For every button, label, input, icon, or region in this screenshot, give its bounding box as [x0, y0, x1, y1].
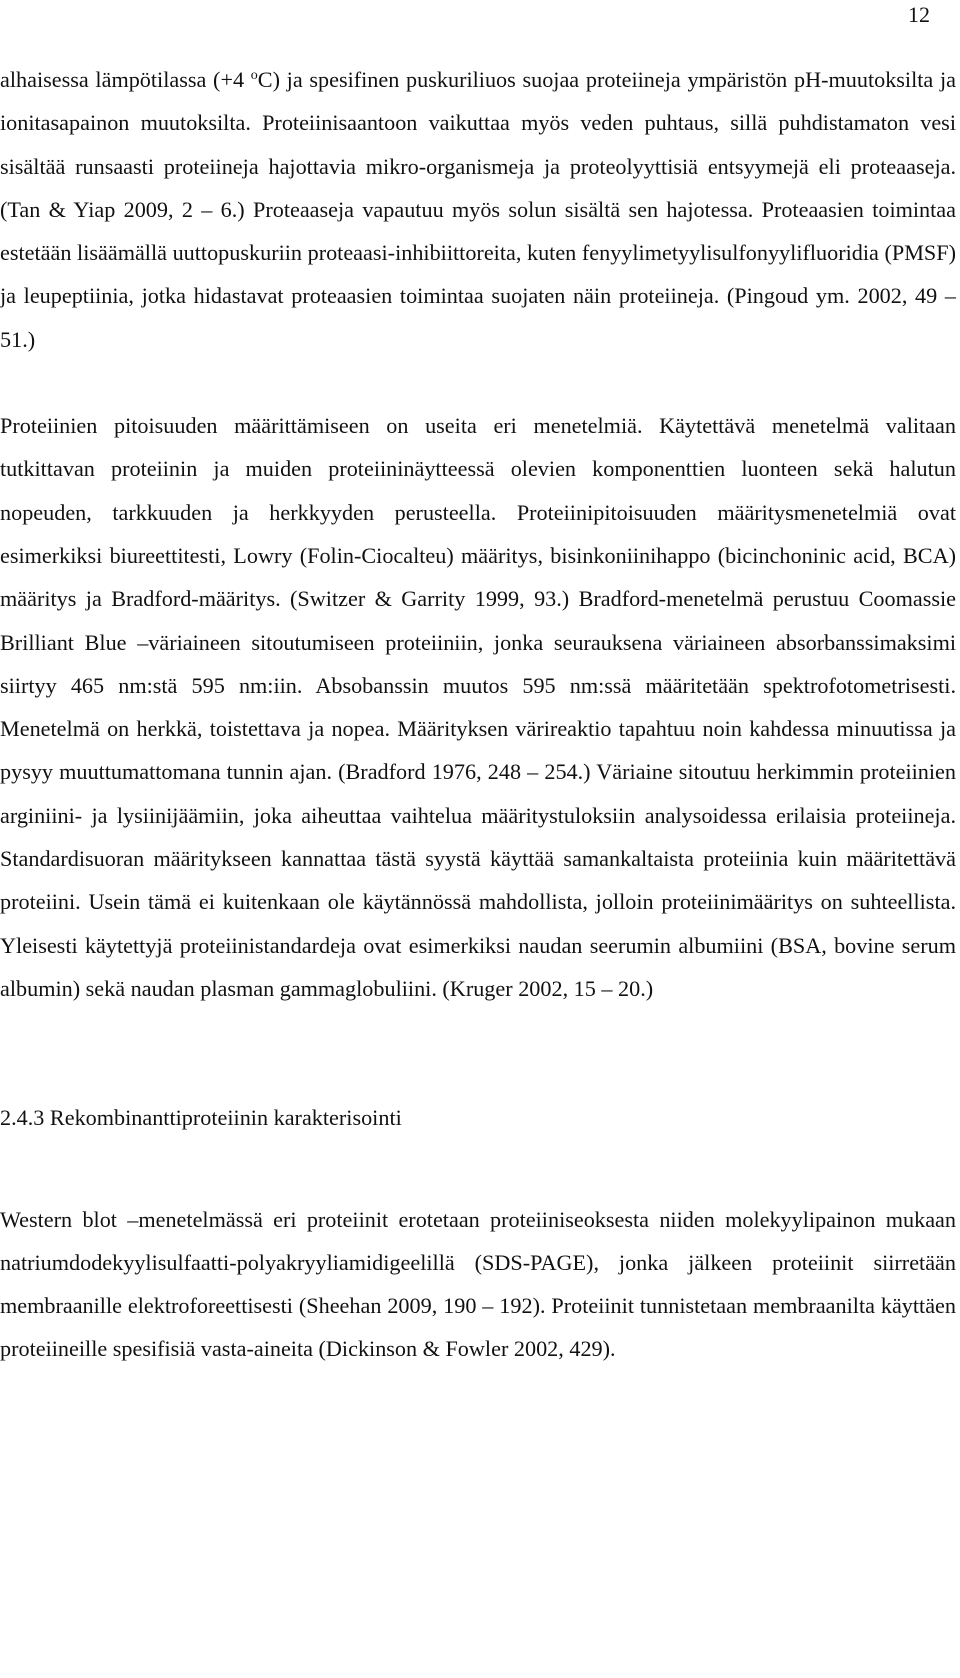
section-heading: 2.4.3 Rekombinanttiproteiinin karakterisointi [0, 1105, 402, 1131]
paragraph-text-rest: C) ja spesifinen puskuriliuos suojaa proteiineja ympäristön pH-muutoksilta ja ionitasapainon muutoksilta. Proteiinisaantoon vaikuttaa myös veden puhtaus, sillä puhdistamaton vesi sisältää runsaasti proteiineja hajottavia mikro-organismeja ja proteolyyttisiä entsyymejä eli proteaaseja. (Tan & Yiap 2009, 2 – 6.) Proteaaseja vapautuu myös solun sisältä sen hajotessa. Proteaasien toimintaa estetään lisäämällä uuttopuskuriin proteaasi-inhibiittoreita, kuten fenyylimetyylisulfonyylifluoridia (PMSF) ja leupeptiinia, jotka hidastavat proteaasien toimintaa suojaten näin proteiineja. (Pingoud ym. 2002, 49 – 51.) [0, 67, 956, 352]
document-body [0, 58, 956, 1371]
page-number: 12 [908, 2, 930, 27]
paragraph-protein-concentration: Proteiinien pitoisuuden määrittämiseen on useita eri menetelmiä. Käytettävä menetelmä valitaan tutkittavan proteiinin ja muiden proteiininäytteessä olevien komponenttien luonteen sekä halutun nopeuden, tarkkuuden ja herkkyyden perusteella. Proteiinipitoisuuden määritysmenetelmiä ovat esimerkiksi biureettitesti, Lowry (Folin-Ciocalteu) määritys, bisinkoniinihappo (bicinchoninic acid, BCA) määritys ja Bradford-määritys. (Switzer & Garrity 1999, 93.) Bradford-menetelmä perustuu Coomassie Brilliant Blue –väriaineen sitoutumiseen proteiiniin, jonka seurauksena väriaineen absorbanssimaksimi siirtyy 465 nm:stä 595 nm:iin. Absobanssin muutos 595 nm:ssä määritetään spektrofotometrisesti. Menetelmä on herkkä, toistettava ja nopea. Määrityksen värireaktio tapahtuu noin kahdessa minuutissa ja pysyy muuttumattomana tunnin ajan. (Bradford 1976, 248 – 254.) Väriaine sitoutuu herkimmin proteiinien arginiini- ja lysiinijäämiin, joka aiheuttaa vaihtelua määritystuloksiin analysoidessa erilaisia proteiineja. Standardisuoran määritykseen kannattaa tästä syystä käyttää samankaltaista proteiinia kuin määritettävä proteiini. Usein tämä ei kuitenkaan ole käytännössä mahdollista, jolloin proteiinimääritys on suhteellista. Yleisesti käytettyjä proteiinistandardeja ovat esimerkiksi naudan seerumin albumiini (BSA, bovine serum albumin) sekä naudan plasman gammaglobuliini. (Kruger 2002, 15 – 20.) [0, 413, 956, 1001]
paragraph-western-blot: Western blot –menetelmässä eri proteiinit erotetaan proteiiniseoksesta niiden molekyylipainon mukaan natriumdodekyylisulfaatti-polyakryyliamidigeelillä (SDS-PAGE), jonka jälkeen proteiinit siirretään membraanille elektroforeettisesti (Sheehan 2009, 190 – 192). Proteiinit tunnistetaan membraanilta käyttäen proteiineille spesifisiä vasta-aineita (Dickinson & Fowler 2002, 429). [0, 1206, 956, 1362]
paragraph-text-start: alhaisessa lämpötilassa (+4 [0, 67, 251, 92]
degree-superscript: o [250, 68, 258, 83]
paragraph-protease-protection [0, 58, 956, 361]
